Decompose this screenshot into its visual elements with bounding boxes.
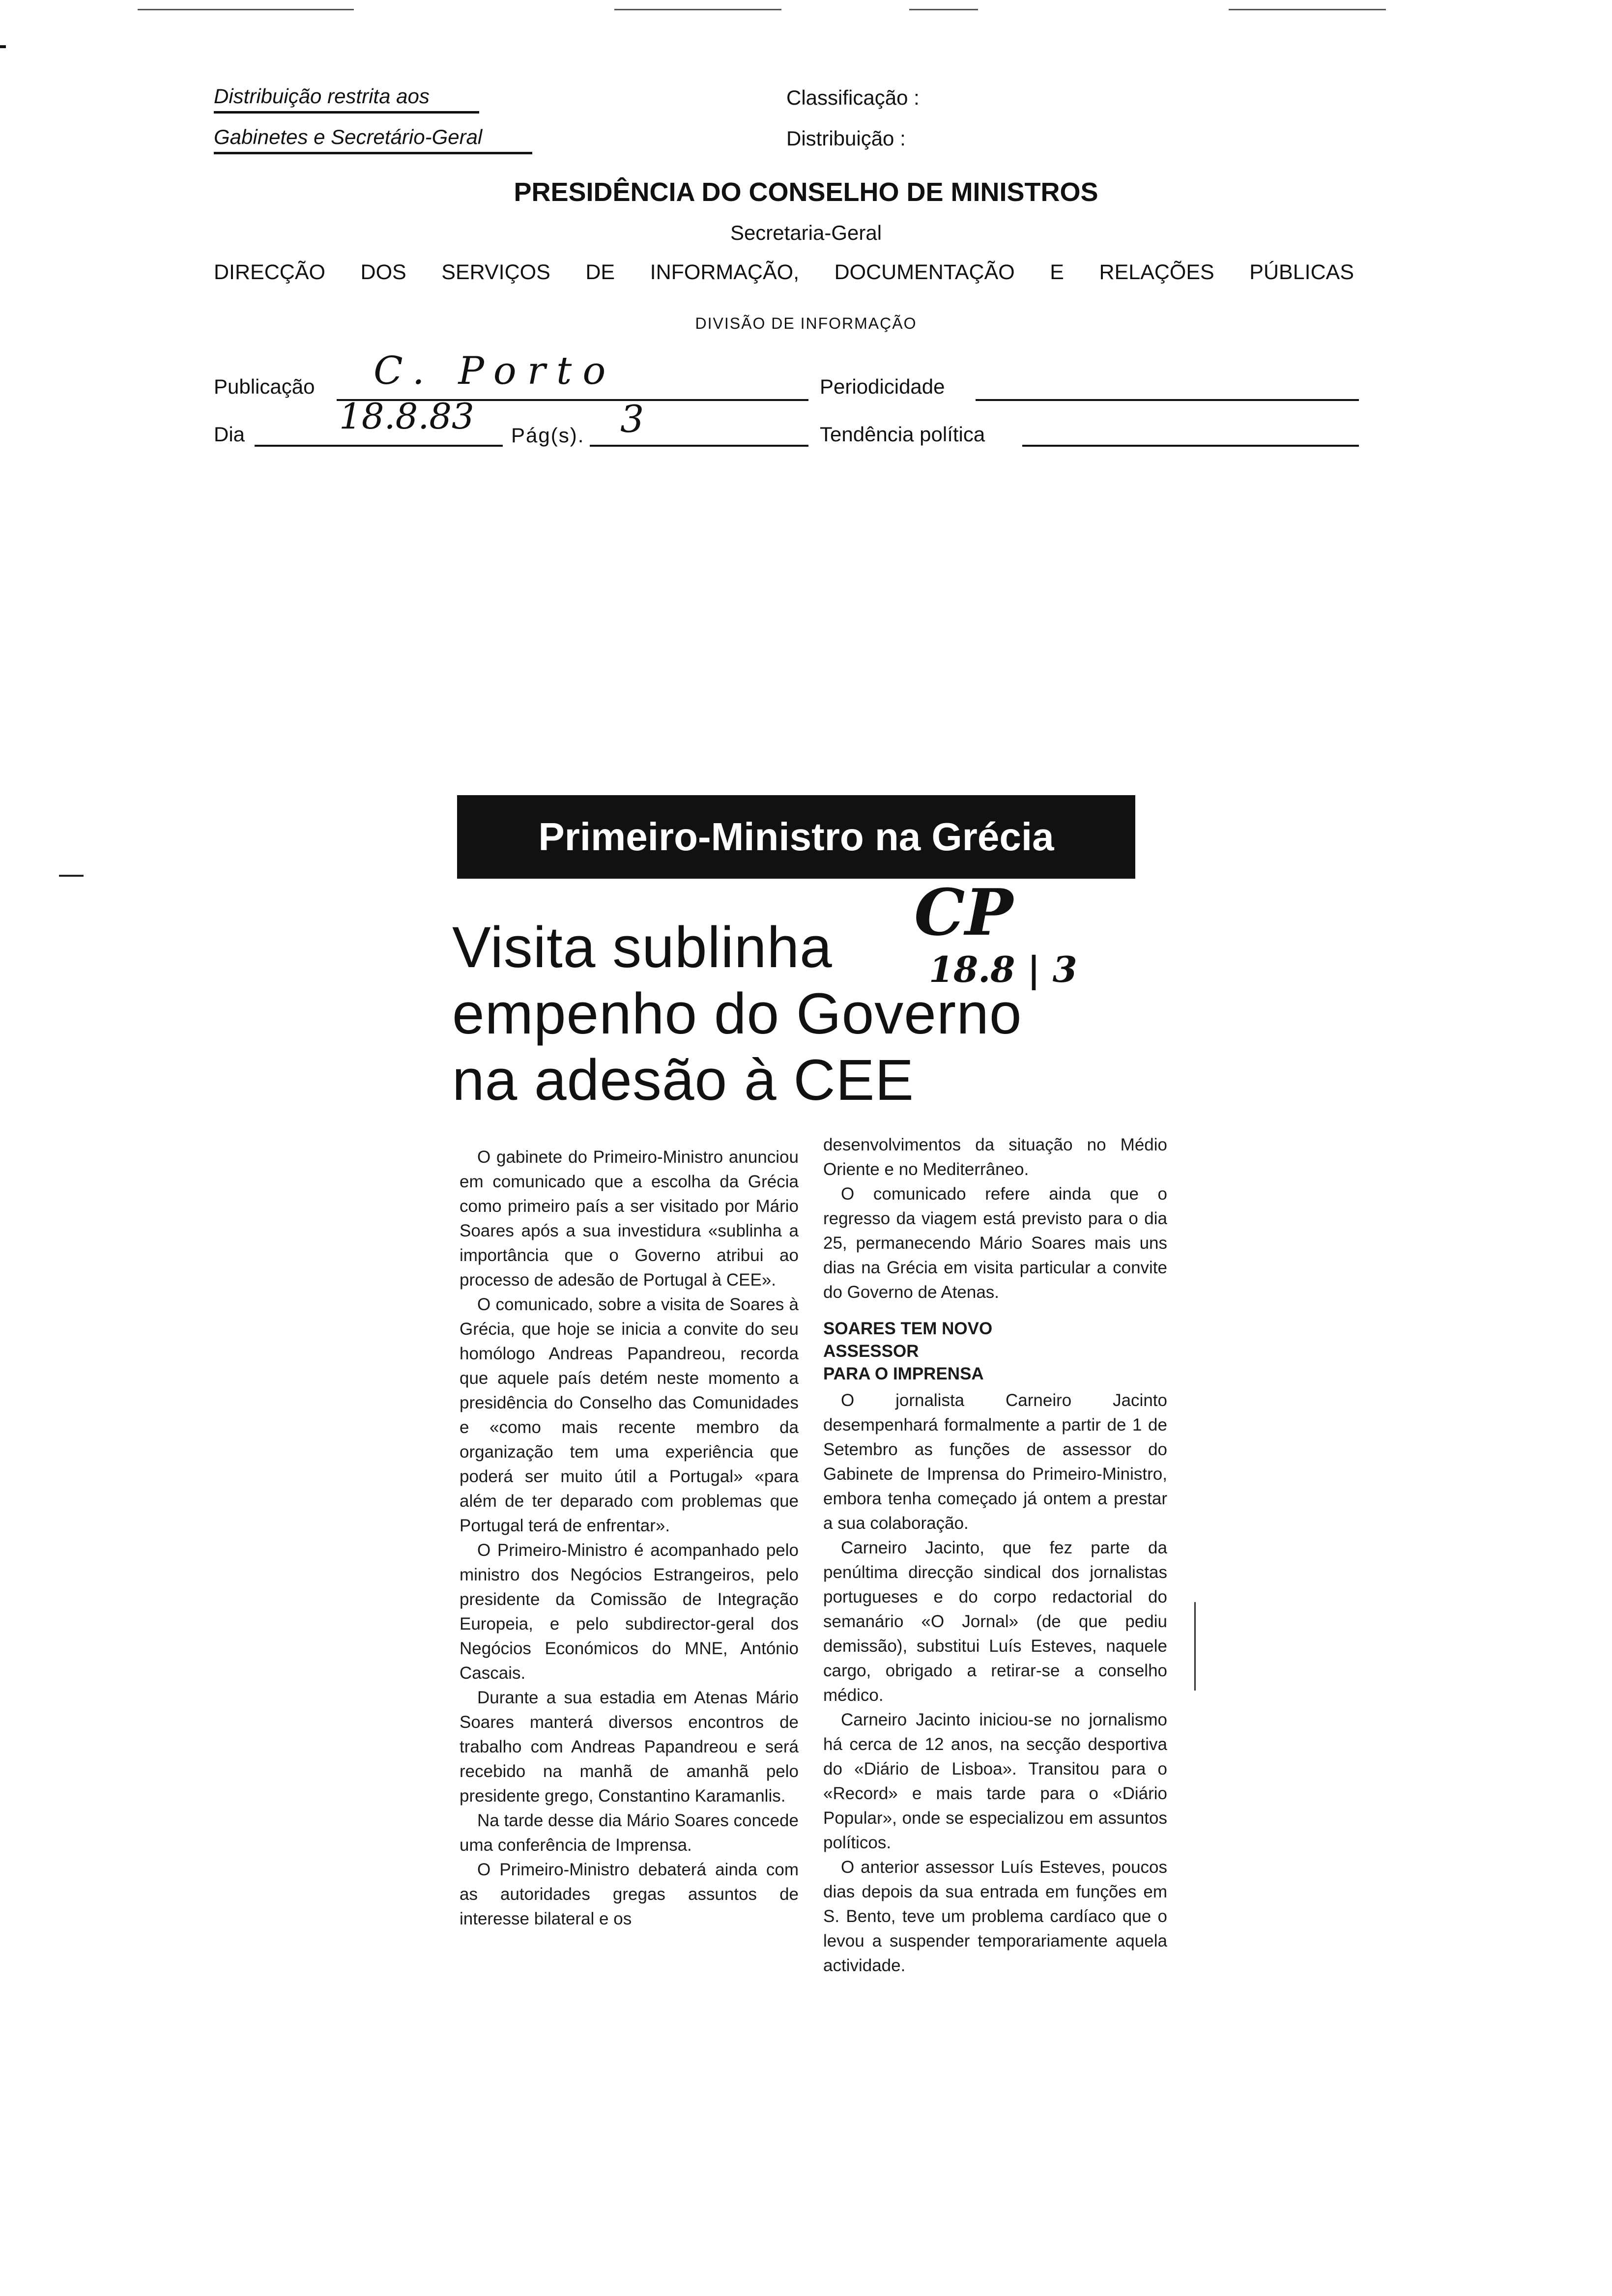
- paragraph: O gabinete do Primeiro-Ministro anunciou em comunicado que a escolha da Grécia como primeiro país a ser visitado por Mário Soares após a sua investidura «sublinha a importância que o Governo atribui ao processo de adesão de Portugal à CEE».: [460, 1148, 799, 1290]
- political-tendency-label: Tendência política: [820, 423, 985, 446]
- page-blank: [590, 445, 808, 447]
- paragraph: O Primeiro-Ministro debaterá ainda com as autoridades gregas assuntos de interesse bilateral e os: [460, 1860, 799, 1928]
- page-label: Pág(s).: [511, 424, 585, 447]
- article-column-2: [823, 1133, 1167, 1978]
- paragraph: Durante a sua estadia em Atenas Mário Soares manterá diversos encontros de trabalho com Andreas Papandreou e será recebido na manhã de amanhã pelo presidente grego, Constantino Karamanlis.: [460, 1688, 799, 1806]
- day-label: Dia: [214, 423, 245, 446]
- annotation-date: 18.8 | 3: [929, 948, 1077, 990]
- paragraph: O jornalista Carneiro Jacinto desempenhará formalmente a partir de 1 de Setembro as funções de assessor do Gabinete de Imprensa do Primeiro-Ministro, embora tenha começado já ontem a prestar a sua colaboração.: [823, 1391, 1167, 1533]
- classification-label: Classificação :: [786, 86, 920, 109]
- org-title: PRESIDÊNCIA DO CONSELHO DE MINISTROS: [514, 177, 1098, 207]
- distribution-label: Distribuição :: [786, 127, 906, 150]
- paragraph: O comunicado, sobre a visita de Soares à Grécia, que hoje se inicia a convite do seu homólogo Andreas Papandreou, recorda que aquele país detém neste momento a presidência do Conselho das Comunidades e «como mais recente membro da organização tem uma experiência que poderá ser muito útil a Portugal» «para além de ter deparado com problemas que Portugal terá de enfrentar».: [460, 1295, 799, 1535]
- article-column-1: [460, 1145, 799, 1931]
- restricted-distribution-line2: Gabinetes e Secretário-Geral: [214, 125, 532, 154]
- paragraph: Carneiro Jacinto, que fez parte da penúltima direcção sindical dos jornalistas portugueses e do corpo redactorial do semanário «O Jornal» (de que pediu demissão), substitui Luís Esteves, naquele cargo, obrigado a retirar-se a conselho médico.: [823, 1538, 1167, 1705]
- headline-line-3: na adesão à CEE: [452, 1048, 914, 1113]
- scan-edge-line: [138, 9, 354, 10]
- publication-label: Publicação: [214, 375, 315, 398]
- article-kicker-banner: Primeiro-Ministro na Grécia: [457, 795, 1135, 879]
- division-label: DIVISÃO DE INFORMAÇÃO: [695, 315, 917, 332]
- scan-edge-line: [909, 9, 978, 10]
- paragraph: O anterior assessor Luís Esteves, poucos dias depois da sua entrada em funções em S. Bento, teve um problema cardíaco que o levou a suspender temporariamente aquela actividade.: [823, 1858, 1167, 1975]
- publication-handwritten-value: C. Porto: [374, 349, 617, 393]
- day-handwritten-value: 18.8.83: [339, 396, 474, 437]
- paragraph: desenvolvimentos da situação no Médio Oriente e no Mediterrâneo.: [823, 1135, 1167, 1179]
- subheading: [823, 1318, 1167, 1385]
- subheading-line-3: PARA O IMPRENSA: [823, 1364, 984, 1383]
- org-subtitle: Secretaria-Geral: [730, 221, 882, 244]
- paragraph: O Primeiro-Ministro é acompanhado pelo ministro dos Negócios Estrangeiros, pelo presidente da Comissão de Integração Europeia, e pelo subdirector-geral dos Negócios Económicos do MNE, António Cascais.: [460, 1541, 799, 1683]
- scan-edge-line: [614, 9, 781, 10]
- clipping-edge-mark: [1194, 1602, 1196, 1691]
- subheading-line-2: ASSESSOR: [823, 1342, 919, 1361]
- directorate-line: DIRECÇÃO DOS SERVIÇOS DE INFORMAÇÃO, DOCUMENTAÇÃO E RELAÇÕES PÚBLICAS: [214, 260, 1354, 284]
- headline-line-1: Visita sublinha: [452, 915, 833, 980]
- margin-mark: [59, 875, 84, 877]
- day-blank: [255, 445, 503, 447]
- subheading-line-1: SOARES TEM NOVO: [823, 1319, 993, 1338]
- periodicity-label: Periodicidade: [820, 375, 945, 398]
- paragraph: Carneiro Jacinto iniciou-se no jornalismo há cerca de 12 anos, na secção desportiva do «Diário de Lisboa». Transitou para o «Record» e mais tarde para o «Diário Popular», onde se especializou em assuntos políticos.: [823, 1710, 1167, 1852]
- annotation-cp: CP: [914, 875, 1013, 950]
- restricted-distribution-line1: Distribuição restrita aos: [214, 85, 479, 114]
- political-tendency-blank: [1022, 445, 1359, 447]
- margin-mark: [0, 45, 6, 48]
- page-handwritten-value: 3: [620, 397, 644, 441]
- paragraph: Na tarde desse dia Mário Soares concede uma conferência de Imprensa.: [460, 1811, 799, 1855]
- headline-line-2: empenho do Governo: [452, 981, 1022, 1046]
- paragraph: O comunicado refere ainda que o regresso da viagem está previsto para o dia 25, permanecendo Mário Soares mais uns dias na Grécia em visita particular a convite do Governo de Atenas.: [823, 1184, 1167, 1302]
- periodicity-blank: [976, 399, 1359, 401]
- scan-edge-line: [1229, 9, 1386, 10]
